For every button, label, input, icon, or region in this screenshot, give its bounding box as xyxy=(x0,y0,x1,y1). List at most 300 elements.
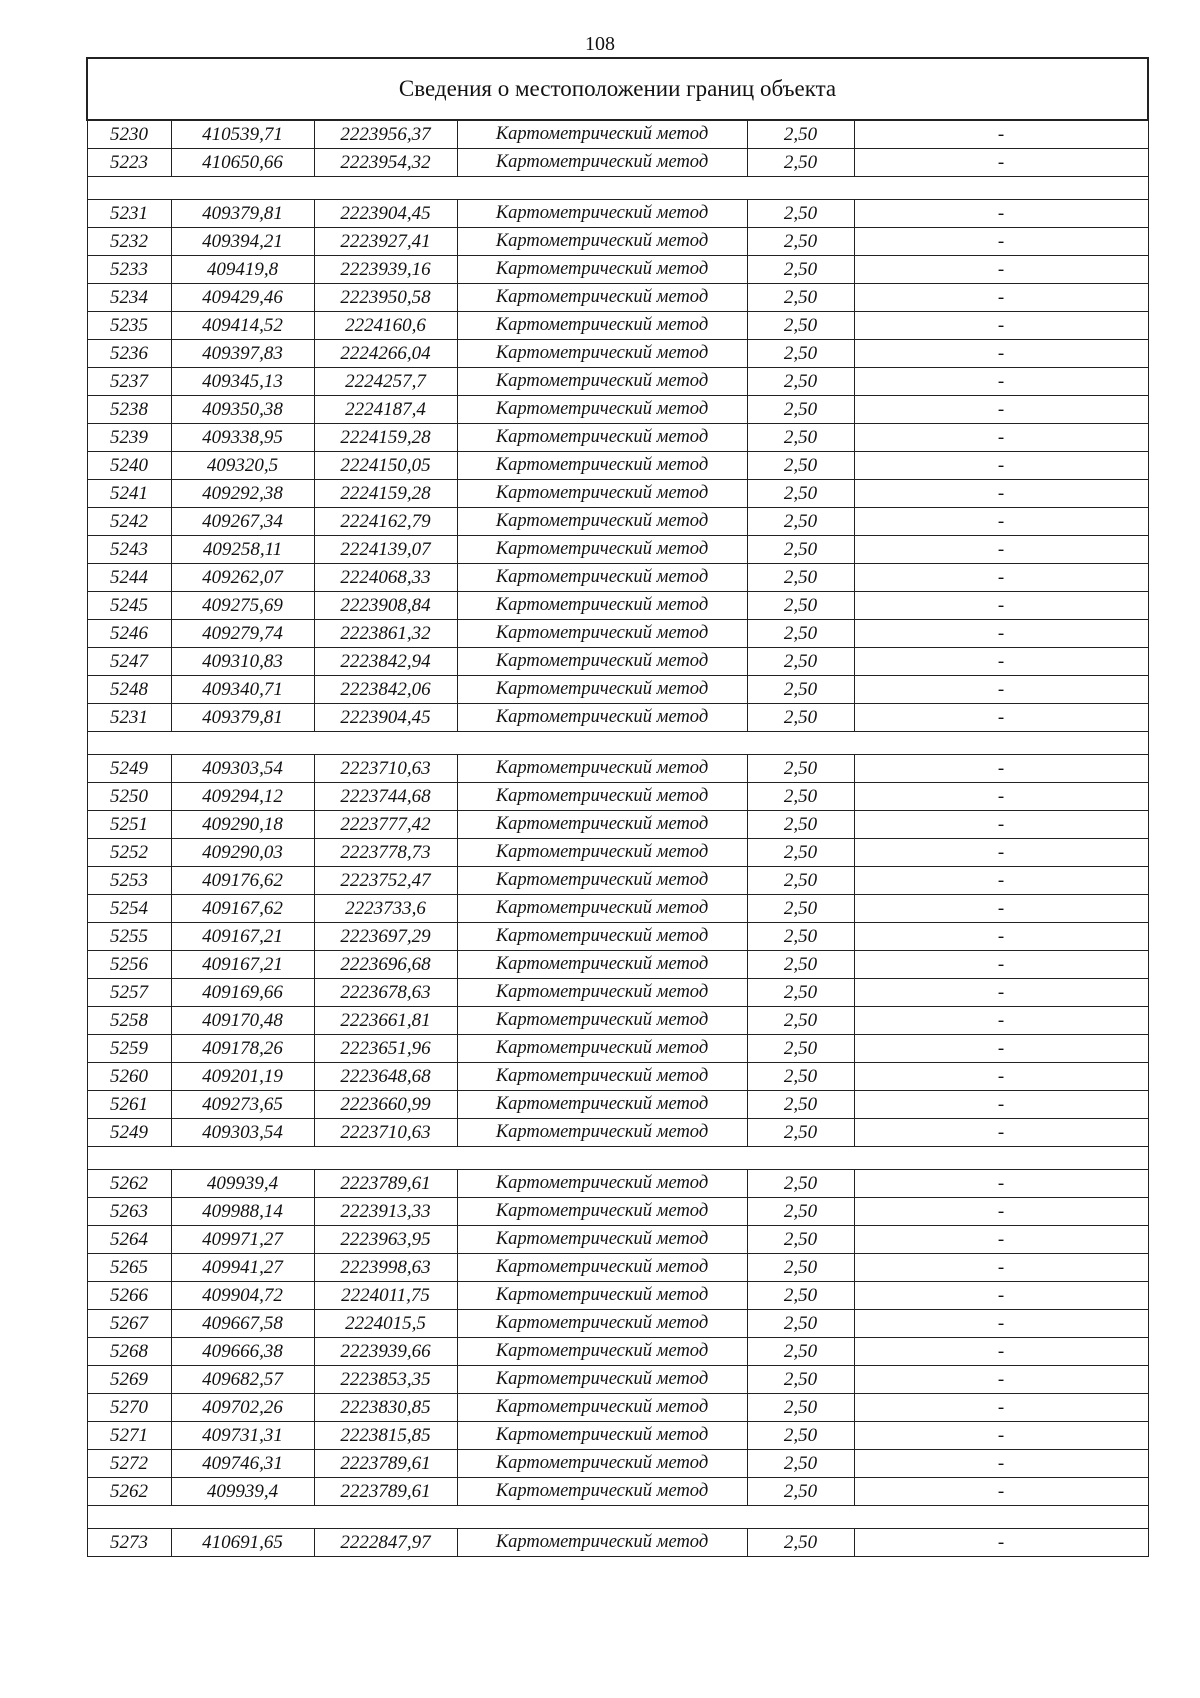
description-cell: - xyxy=(854,1063,1148,1091)
table-row xyxy=(87,1450,1148,1478)
description-cell: - xyxy=(854,923,1148,951)
table-row xyxy=(87,1035,1148,1063)
point-number-cell: 5231 xyxy=(87,200,171,228)
table-row xyxy=(87,424,1148,452)
coord-x-cell: 409666,38 xyxy=(171,1338,314,1366)
accuracy-cell: 2,50 xyxy=(747,1478,854,1506)
coord-x-cell: 409379,81 xyxy=(171,200,314,228)
method-cell: Картометрический метод xyxy=(457,284,747,312)
coord-y-cell: 2223651,96 xyxy=(314,1035,457,1063)
coord-x-cell: 409262,07 xyxy=(171,564,314,592)
description-cell: - xyxy=(854,1198,1148,1226)
coord-y-cell: 2223963,95 xyxy=(314,1226,457,1254)
method-cell: Картометрический метод xyxy=(457,256,747,284)
method-cell: Картометрический метод xyxy=(457,755,747,783)
description-cell: - xyxy=(854,452,1148,480)
table-row xyxy=(87,1226,1148,1254)
coord-x-cell: 409345,13 xyxy=(171,368,314,396)
point-number-cell: 5270 xyxy=(87,1394,171,1422)
table-row xyxy=(87,1478,1148,1506)
description-cell: - xyxy=(854,1007,1148,1035)
accuracy-cell: 2,50 xyxy=(747,951,854,979)
coord-x-cell: 409167,62 xyxy=(171,895,314,923)
coord-y-cell: 2224266,04 xyxy=(314,340,457,368)
description-cell: - xyxy=(854,620,1148,648)
group-separator-row xyxy=(87,732,1148,755)
coord-x-cell: 409167,21 xyxy=(171,951,314,979)
accuracy-cell: 2,50 xyxy=(747,256,854,284)
table-row xyxy=(87,648,1148,676)
method-cell: Картометрический метод xyxy=(457,867,747,895)
method-cell: Картометрический метод xyxy=(457,480,747,508)
description-cell: - xyxy=(854,480,1148,508)
method-cell: Картометрический метод xyxy=(457,1091,747,1119)
coord-y-cell: 2223744,68 xyxy=(314,783,457,811)
coord-x-cell: 409939,4 xyxy=(171,1170,314,1198)
method-cell: Картометрический метод xyxy=(457,1529,747,1557)
method-cell: Картометрический метод xyxy=(457,340,747,368)
accuracy-cell: 2,50 xyxy=(747,1254,854,1282)
point-number-cell: 5264 xyxy=(87,1226,171,1254)
accuracy-cell: 2,50 xyxy=(747,200,854,228)
description-cell: - xyxy=(854,648,1148,676)
description-cell: - xyxy=(854,368,1148,396)
description-cell: - xyxy=(854,592,1148,620)
method-cell: Картометрический метод xyxy=(457,452,747,480)
accuracy-cell: 2,50 xyxy=(747,340,854,368)
accuracy-cell: 2,50 xyxy=(747,1170,854,1198)
point-number-cell: 5259 xyxy=(87,1035,171,1063)
description-cell: - xyxy=(854,676,1148,704)
coord-y-cell: 2223789,61 xyxy=(314,1450,457,1478)
table-row xyxy=(87,1338,1148,1366)
method-cell: Картометрический метод xyxy=(457,783,747,811)
accuracy-cell: 2,50 xyxy=(747,1282,854,1310)
table-row xyxy=(87,312,1148,340)
table-row xyxy=(87,704,1148,732)
accuracy-cell: 2,50 xyxy=(747,867,854,895)
description-cell: - xyxy=(854,564,1148,592)
table-row xyxy=(87,256,1148,284)
method-cell: Картометрический метод xyxy=(457,1119,747,1147)
coord-y-cell: 2223789,61 xyxy=(314,1170,457,1198)
description-cell: - xyxy=(854,755,1148,783)
coord-x-cell: 409746,31 xyxy=(171,1450,314,1478)
method-cell: Картометрический метод xyxy=(457,368,747,396)
description-cell: - xyxy=(854,704,1148,732)
method-cell: Картометрический метод xyxy=(457,1310,747,1338)
coord-x-cell: 409731,31 xyxy=(171,1422,314,1450)
coord-y-cell: 2223815,85 xyxy=(314,1422,457,1450)
coord-x-cell: 409290,18 xyxy=(171,811,314,839)
point-number-cell: 5271 xyxy=(87,1422,171,1450)
table-row xyxy=(87,452,1148,480)
accuracy-cell: 2,50 xyxy=(747,648,854,676)
coord-x-cell: 409292,38 xyxy=(171,480,314,508)
coord-y-cell: 2224187,4 xyxy=(314,396,457,424)
method-cell: Картометрический метод xyxy=(457,979,747,1007)
table-row xyxy=(87,783,1148,811)
method-cell: Картометрический метод xyxy=(457,149,747,177)
description-cell: - xyxy=(854,1119,1148,1147)
accuracy-cell: 2,50 xyxy=(747,1422,854,1450)
accuracy-cell: 2,50 xyxy=(747,1226,854,1254)
description-cell: - xyxy=(854,340,1148,368)
accuracy-cell: 2,50 xyxy=(747,368,854,396)
point-number-cell: 5246 xyxy=(87,620,171,648)
accuracy-cell: 2,50 xyxy=(747,1007,854,1035)
coord-x-cell: 410650,66 xyxy=(171,149,314,177)
table-row xyxy=(87,340,1148,368)
coord-y-cell: 2223752,47 xyxy=(314,867,457,895)
method-cell: Картометрический метод xyxy=(457,895,747,923)
description-cell: - xyxy=(854,951,1148,979)
point-number-cell: 5249 xyxy=(87,1119,171,1147)
table-title: Сведения о местоположении границ объекта xyxy=(87,58,1148,120)
coord-x-cell: 409167,21 xyxy=(171,923,314,951)
accuracy-cell: 2,50 xyxy=(747,228,854,256)
group-separator-row xyxy=(87,177,1148,200)
coord-y-cell: 2223830,85 xyxy=(314,1394,457,1422)
description-cell: - xyxy=(854,312,1148,340)
method-cell: Картометрический метод xyxy=(457,923,747,951)
point-number-cell: 5256 xyxy=(87,951,171,979)
coord-x-cell: 409201,19 xyxy=(171,1063,314,1091)
coord-x-cell: 409682,57 xyxy=(171,1366,314,1394)
group-separator xyxy=(87,1506,1148,1529)
coord-y-cell: 2223789,61 xyxy=(314,1478,457,1506)
point-number-cell: 5255 xyxy=(87,923,171,951)
table-row xyxy=(87,979,1148,1007)
table-row xyxy=(87,200,1148,228)
description-cell: - xyxy=(854,1394,1148,1422)
point-number-cell: 5233 xyxy=(87,256,171,284)
point-number-cell: 5257 xyxy=(87,979,171,1007)
table-row xyxy=(87,1254,1148,1282)
accuracy-cell: 2,50 xyxy=(747,120,854,149)
group-separator-row xyxy=(87,1506,1148,1529)
coord-y-cell: 2222847,97 xyxy=(314,1529,457,1557)
accuracy-cell: 2,50 xyxy=(747,1450,854,1478)
table-body xyxy=(87,120,1148,1557)
method-cell: Картометрический метод xyxy=(457,1170,747,1198)
accuracy-cell: 2,50 xyxy=(747,564,854,592)
boundary-coordinates-table xyxy=(86,57,1149,1557)
table-row xyxy=(87,755,1148,783)
coord-y-cell: 2224139,07 xyxy=(314,536,457,564)
description-cell: - xyxy=(854,508,1148,536)
method-cell: Картометрический метод xyxy=(457,839,747,867)
method-cell: Картометрический метод xyxy=(457,424,747,452)
description-cell: - xyxy=(854,1529,1148,1557)
coord-y-cell: 2223697,29 xyxy=(314,923,457,951)
coord-x-cell: 410539,71 xyxy=(171,120,314,149)
description-cell: - xyxy=(854,200,1148,228)
point-number-cell: 5261 xyxy=(87,1091,171,1119)
point-number-cell: 5239 xyxy=(87,424,171,452)
description-cell: - xyxy=(854,1366,1148,1394)
method-cell: Картометрический метод xyxy=(457,1394,747,1422)
table-row xyxy=(87,951,1148,979)
coord-y-cell: 2224150,05 xyxy=(314,452,457,480)
point-number-cell: 5245 xyxy=(87,592,171,620)
table-row xyxy=(87,120,1148,149)
method-cell: Картометрический метод xyxy=(457,120,747,149)
table-row xyxy=(87,811,1148,839)
description-cell: - xyxy=(854,1226,1148,1254)
coord-x-cell: 409429,46 xyxy=(171,284,314,312)
coord-y-cell: 2223842,06 xyxy=(314,676,457,704)
table-row xyxy=(87,620,1148,648)
description-cell: - xyxy=(854,839,1148,867)
coord-y-cell: 2223778,73 xyxy=(314,839,457,867)
method-cell: Картометрический метод xyxy=(457,508,747,536)
point-number-cell: 5258 xyxy=(87,1007,171,1035)
point-number-cell: 5253 xyxy=(87,867,171,895)
description-cell: - xyxy=(854,1254,1148,1282)
table-row xyxy=(87,1170,1148,1198)
description-cell: - xyxy=(854,284,1148,312)
coord-x-cell: 409303,54 xyxy=(171,1119,314,1147)
method-cell: Картометрический метод xyxy=(457,676,747,704)
accuracy-cell: 2,50 xyxy=(747,284,854,312)
method-cell: Картометрический метод xyxy=(457,1450,747,1478)
description-cell: - xyxy=(854,424,1148,452)
point-number-cell: 5265 xyxy=(87,1254,171,1282)
description-cell: - xyxy=(854,811,1148,839)
table-row xyxy=(87,536,1148,564)
coord-y-cell: 2224257,7 xyxy=(314,368,457,396)
coord-x-cell: 409350,38 xyxy=(171,396,314,424)
description-cell: - xyxy=(854,536,1148,564)
point-number-cell: 5251 xyxy=(87,811,171,839)
coord-y-cell: 2223660,99 xyxy=(314,1091,457,1119)
point-number-cell: 5250 xyxy=(87,783,171,811)
accuracy-cell: 2,50 xyxy=(747,424,854,452)
coord-x-cell: 409340,71 xyxy=(171,676,314,704)
coord-y-cell: 2223661,81 xyxy=(314,1007,457,1035)
point-number-cell: 5262 xyxy=(87,1170,171,1198)
coord-y-cell: 2223954,32 xyxy=(314,149,457,177)
coord-y-cell: 2223956,37 xyxy=(314,120,457,149)
accuracy-cell: 2,50 xyxy=(747,811,854,839)
table-row xyxy=(87,228,1148,256)
accuracy-cell: 2,50 xyxy=(747,839,854,867)
method-cell: Картометрический метод xyxy=(457,1198,747,1226)
accuracy-cell: 2,50 xyxy=(747,1310,854,1338)
accuracy-cell: 2,50 xyxy=(747,979,854,1007)
point-number-cell: 5237 xyxy=(87,368,171,396)
coord-y-cell: 2223710,63 xyxy=(314,1119,457,1147)
accuracy-cell: 2,50 xyxy=(747,452,854,480)
point-number-cell: 5223 xyxy=(87,149,171,177)
coord-y-cell: 2223853,35 xyxy=(314,1366,457,1394)
method-cell: Картометрический метод xyxy=(457,1422,747,1450)
point-number-cell: 5266 xyxy=(87,1282,171,1310)
point-number-cell: 5244 xyxy=(87,564,171,592)
table-row xyxy=(87,284,1148,312)
method-cell: Картометрический метод xyxy=(457,648,747,676)
description-cell: - xyxy=(854,1091,1148,1119)
coord-x-cell: 409419,8 xyxy=(171,256,314,284)
method-cell: Картометрический метод xyxy=(457,1007,747,1035)
coord-x-cell: 409178,26 xyxy=(171,1035,314,1063)
coord-y-cell: 2223904,45 xyxy=(314,704,457,732)
description-cell: - xyxy=(854,1035,1148,1063)
point-number-cell: 5273 xyxy=(87,1529,171,1557)
table-row xyxy=(87,480,1148,508)
description-cell: - xyxy=(854,120,1148,149)
accuracy-cell: 2,50 xyxy=(747,1198,854,1226)
coord-y-cell: 2224160,6 xyxy=(314,312,457,340)
description-cell: - xyxy=(854,1422,1148,1450)
table-row xyxy=(87,839,1148,867)
point-number-cell: 5235 xyxy=(87,312,171,340)
method-cell: Картометрический метод xyxy=(457,811,747,839)
point-number-cell: 5269 xyxy=(87,1366,171,1394)
method-cell: Картометрический метод xyxy=(457,1063,747,1091)
accuracy-cell: 2,50 xyxy=(747,704,854,732)
coord-x-cell: 409170,48 xyxy=(171,1007,314,1035)
coord-x-cell: 409988,14 xyxy=(171,1198,314,1226)
description-cell: - xyxy=(854,149,1148,177)
coord-y-cell: 2223777,42 xyxy=(314,811,457,839)
accuracy-cell: 2,50 xyxy=(747,755,854,783)
coord-x-cell: 409279,74 xyxy=(171,620,314,648)
coord-y-cell: 2223696,68 xyxy=(314,951,457,979)
point-number-cell: 5236 xyxy=(87,340,171,368)
coord-x-cell: 409941,27 xyxy=(171,1254,314,1282)
table-row xyxy=(87,867,1148,895)
point-number-cell: 5242 xyxy=(87,508,171,536)
coord-x-cell: 409273,65 xyxy=(171,1091,314,1119)
point-number-cell: 5238 xyxy=(87,396,171,424)
coord-x-cell: 410691,65 xyxy=(171,1529,314,1557)
method-cell: Картометрический метод xyxy=(457,951,747,979)
point-number-cell: 5263 xyxy=(87,1198,171,1226)
description-cell: - xyxy=(854,979,1148,1007)
coord-y-cell: 2223908,84 xyxy=(314,592,457,620)
point-number-cell: 5232 xyxy=(87,228,171,256)
description-cell: - xyxy=(854,783,1148,811)
table-row xyxy=(87,1198,1148,1226)
accuracy-cell: 2,50 xyxy=(747,592,854,620)
page-number: 108 xyxy=(585,33,615,55)
point-number-cell: 5262 xyxy=(87,1478,171,1506)
accuracy-cell: 2,50 xyxy=(747,1394,854,1422)
method-cell: Картометрический метод xyxy=(457,1254,747,1282)
table-row xyxy=(87,923,1148,951)
coord-x-cell: 409258,11 xyxy=(171,536,314,564)
point-number-cell: 5249 xyxy=(87,755,171,783)
coord-x-cell: 409303,54 xyxy=(171,755,314,783)
coord-y-cell: 2223842,94 xyxy=(314,648,457,676)
accuracy-cell: 2,50 xyxy=(747,1035,854,1063)
accuracy-cell: 2,50 xyxy=(747,1529,854,1557)
point-number-cell: 5230 xyxy=(87,120,171,149)
method-cell: Картометрический метод xyxy=(457,1478,747,1506)
method-cell: Картометрический метод xyxy=(457,228,747,256)
point-number-cell: 5240 xyxy=(87,452,171,480)
method-cell: Картометрический метод xyxy=(457,200,747,228)
coord-x-cell: 409414,52 xyxy=(171,312,314,340)
method-cell: Картометрический метод xyxy=(457,536,747,564)
coord-y-cell: 2223710,63 xyxy=(314,755,457,783)
coord-y-cell: 2223678,63 xyxy=(314,979,457,1007)
accuracy-cell: 2,50 xyxy=(747,1366,854,1394)
description-cell: - xyxy=(854,1338,1148,1366)
coord-x-cell: 409275,69 xyxy=(171,592,314,620)
method-cell: Картометрический метод xyxy=(457,312,747,340)
coord-y-cell: 2223913,33 xyxy=(314,1198,457,1226)
description-cell: - xyxy=(854,895,1148,923)
point-number-cell: 5272 xyxy=(87,1450,171,1478)
accuracy-cell: 2,50 xyxy=(747,1063,854,1091)
point-number-cell: 5243 xyxy=(87,536,171,564)
accuracy-cell: 2,50 xyxy=(747,480,854,508)
coord-y-cell: 2224015,5 xyxy=(314,1310,457,1338)
table-row xyxy=(87,508,1148,536)
point-number-cell: 5247 xyxy=(87,648,171,676)
table-row xyxy=(87,1063,1148,1091)
accuracy-cell: 2,50 xyxy=(747,783,854,811)
coord-x-cell: 409320,5 xyxy=(171,452,314,480)
accuracy-cell: 2,50 xyxy=(747,923,854,951)
coord-x-cell: 409310,83 xyxy=(171,648,314,676)
table-row xyxy=(87,1422,1148,1450)
table-row xyxy=(87,396,1148,424)
method-cell: Картометрический метод xyxy=(457,592,747,620)
table-row xyxy=(87,564,1148,592)
table-row xyxy=(87,149,1148,177)
point-number-cell: 5267 xyxy=(87,1310,171,1338)
coord-y-cell: 2223950,58 xyxy=(314,284,457,312)
table-row xyxy=(87,895,1148,923)
description-cell: - xyxy=(854,1282,1148,1310)
coord-x-cell: 409397,83 xyxy=(171,340,314,368)
group-separator xyxy=(87,732,1148,755)
coord-x-cell: 409667,58 xyxy=(171,1310,314,1338)
coord-x-cell: 409379,81 xyxy=(171,704,314,732)
accuracy-cell: 2,50 xyxy=(747,1091,854,1119)
table-row xyxy=(87,592,1148,620)
table-row xyxy=(87,1366,1148,1394)
coord-y-cell: 2223733,6 xyxy=(314,895,457,923)
accuracy-cell: 2,50 xyxy=(747,676,854,704)
accuracy-cell: 2,50 xyxy=(747,312,854,340)
coord-x-cell: 409169,66 xyxy=(171,979,314,1007)
point-number-cell: 5241 xyxy=(87,480,171,508)
table-row xyxy=(87,1119,1148,1147)
point-number-cell: 5234 xyxy=(87,284,171,312)
description-cell: - xyxy=(854,1170,1148,1198)
table-row xyxy=(87,1529,1148,1557)
coord-y-cell: 2223939,66 xyxy=(314,1338,457,1366)
method-cell: Картометрический метод xyxy=(457,1035,747,1063)
coord-x-cell: 409290,03 xyxy=(171,839,314,867)
coord-x-cell: 409904,72 xyxy=(171,1282,314,1310)
table-title-row xyxy=(87,58,1148,120)
accuracy-cell: 2,50 xyxy=(747,149,854,177)
description-cell: - xyxy=(854,1450,1148,1478)
description-cell: - xyxy=(854,867,1148,895)
group-separator xyxy=(87,177,1148,200)
group-separator-row xyxy=(87,1147,1148,1170)
table-row xyxy=(87,1282,1148,1310)
method-cell: Картометрический метод xyxy=(457,396,747,424)
coord-y-cell: 2224011,75 xyxy=(314,1282,457,1310)
coord-y-cell: 2224159,28 xyxy=(314,480,457,508)
